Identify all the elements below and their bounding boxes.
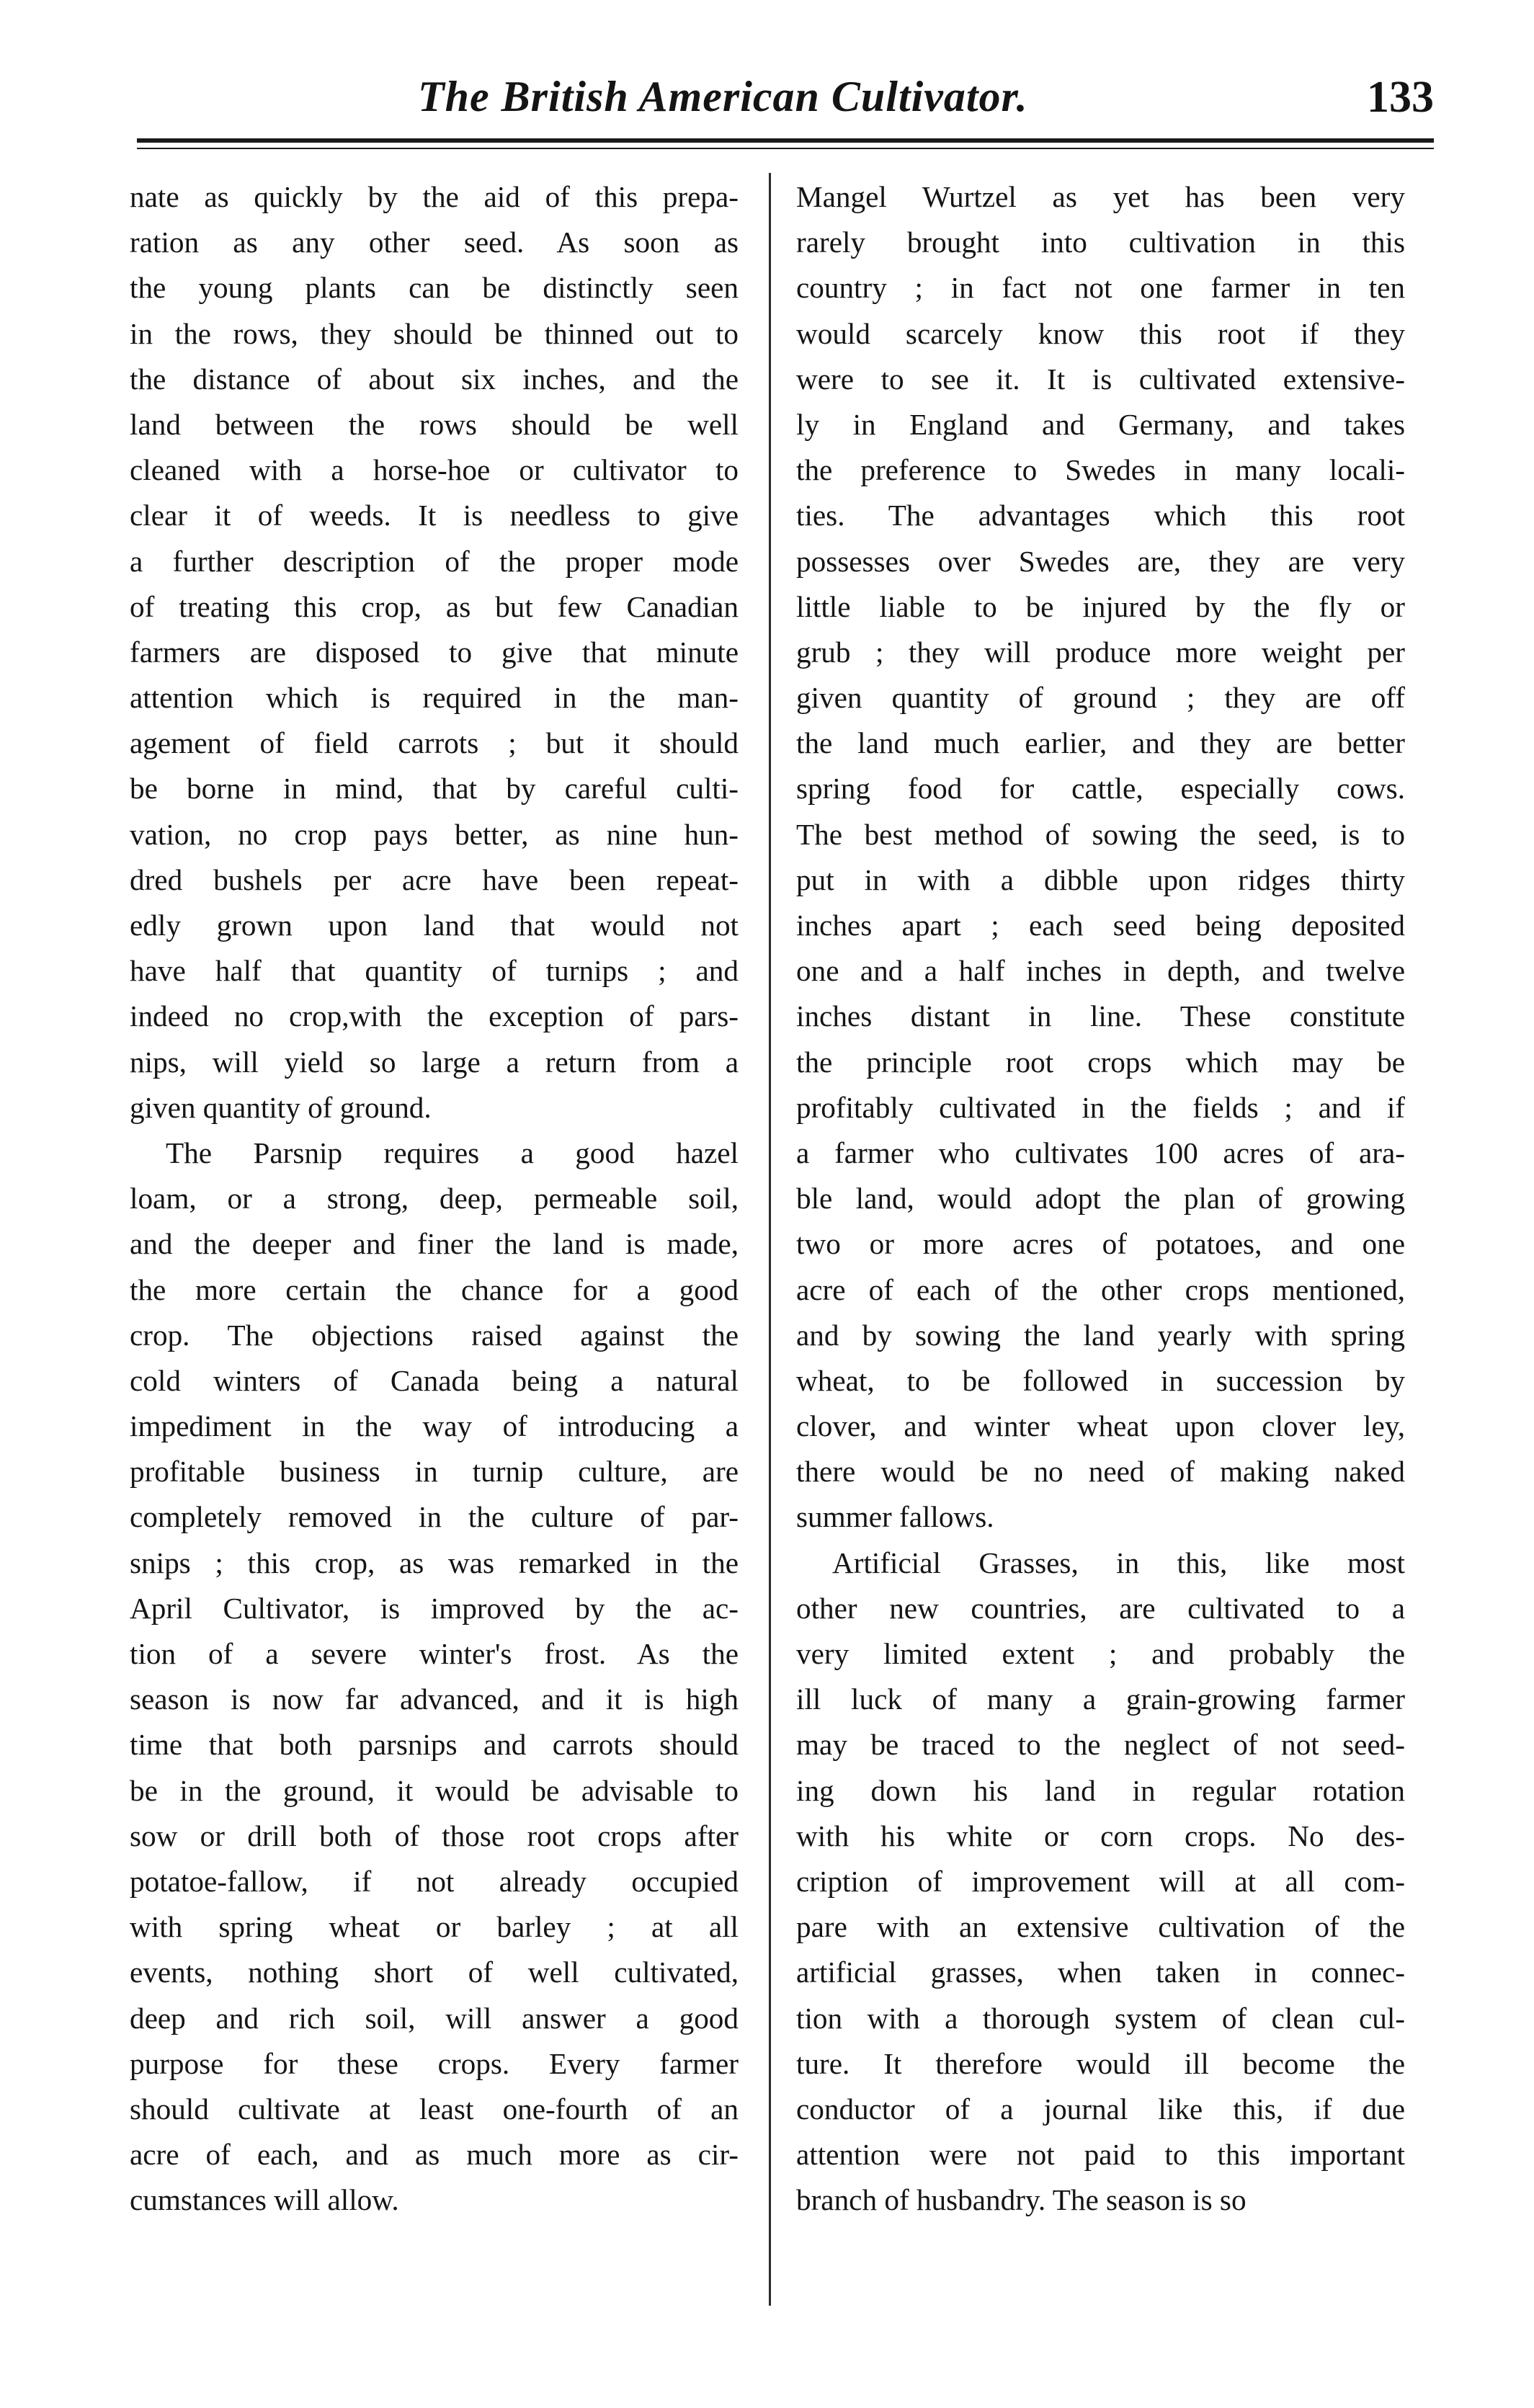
text-line: clover, and winter wheat upon clover ley, bbox=[796, 1409, 1405, 1443]
text-line: put in with a dibble upon ridges thirty bbox=[796, 862, 1405, 896]
text-line: of treating this crop, as but few Canadian bbox=[130, 589, 739, 623]
text-line: the young plants can be distinctly seen bbox=[130, 271, 739, 305]
text-line: crop. The objections raised against the bbox=[130, 1318, 739, 1352]
text-line: clear it of weeds. It is needless to give bbox=[130, 499, 739, 532]
paragraph bbox=[130, 174, 739, 1131]
text-line: Mangel Wurtzel as yet has been very bbox=[796, 180, 1405, 213]
left-column bbox=[130, 174, 739, 2223]
text-line: acre of each of the other crops mentioned, bbox=[796, 1272, 1405, 1306]
text-line: should cultivate at least one-fourth of an bbox=[130, 2092, 739, 2126]
header-rule-thin bbox=[137, 148, 1434, 149]
text-line: pare with an extensive cultivation of the bbox=[796, 1910, 1405, 1944]
text-line: profitable business in turnip culture, are bbox=[130, 1455, 739, 1489]
text-line: April Cultivator, is improved by the ac- bbox=[130, 1591, 739, 1625]
text-line: cription of improvement will at all com- bbox=[796, 1864, 1405, 1898]
text-line: deep and rich soil, will answer a good bbox=[130, 2001, 739, 2035]
running-title: The British American Cultivator. bbox=[418, 73, 1028, 120]
text-line: season is now far advanced, and it is high bbox=[130, 1682, 739, 1716]
text-line: summer fallows. bbox=[796, 1500, 994, 1534]
text-line: inches apart ; each seed being deposited bbox=[796, 909, 1405, 942]
paragraph bbox=[796, 174, 1405, 1540]
text-line: there would be no need of making naked bbox=[796, 1455, 1405, 1489]
text-line: and the deeper and finer the land is made, bbox=[130, 1227, 739, 1261]
text-line: would scarcely know this root if they bbox=[796, 316, 1405, 350]
text-line: country ; in fact not one farmer in ten bbox=[796, 271, 1405, 305]
text-line: time that both parsnips and carrots should bbox=[130, 1728, 739, 1762]
text-line: the distance of about six inches, and the bbox=[130, 362, 739, 396]
text-line: two or more acres of potatoes, and one bbox=[796, 1227, 1405, 1261]
text-line: completely removed in the culture of par- bbox=[130, 1500, 739, 1534]
text-line: be in the ground, it would be advisable to bbox=[130, 1773, 739, 1807]
text-line: be borne in mind, that by careful culti- bbox=[130, 772, 739, 806]
text-line: grub ; they will produce more weight per bbox=[796, 635, 1405, 669]
text-line: nips, will yield so large a return from a bbox=[130, 1045, 739, 1079]
text-line: cold winters of Canada being a natural bbox=[130, 1363, 739, 1397]
text-line: purpose for these crops. Every farmer bbox=[130, 2046, 739, 2080]
text-line: given quantity of ground. bbox=[130, 1090, 432, 1124]
text-line: ly in England and Germany, and takes bbox=[796, 407, 1405, 441]
text-line: acre of each, and as much more as cir- bbox=[130, 2138, 739, 2172]
header-rule-thick bbox=[137, 138, 1434, 143]
text-line: a farmer who cultivates 100 acres of ara- bbox=[796, 1136, 1405, 1169]
text-line: artificial grasses, when taken in connec- bbox=[796, 1956, 1405, 1989]
text-line: tion of a severe winter's frost. As the bbox=[130, 1637, 739, 1670]
text-line: the land much earlier, and they are better bbox=[796, 726, 1405, 760]
text-line: agement of field carrots ; but it should bbox=[130, 726, 739, 760]
text-line: one and a half inches in depth, and twelve bbox=[796, 954, 1405, 988]
text-line: wheat, to be followed in succession by bbox=[796, 1363, 1405, 1397]
text-line: ture. It therefore would ill become the bbox=[796, 2046, 1405, 2080]
text-line: the principle root crops which may be bbox=[796, 1045, 1405, 1079]
text-line: given quantity of ground ; they are off bbox=[796, 681, 1405, 715]
text-line: attention were not paid to this important bbox=[796, 2138, 1405, 2172]
text-line: Artificial Grasses, in this, like most bbox=[832, 1546, 1405, 1579]
text-line: the preference to Swedes in many locali- bbox=[796, 453, 1405, 487]
text-line: conductor of a journal like this, if due bbox=[796, 2092, 1405, 2126]
text-line: The Parsnip requires a good hazel bbox=[166, 1136, 739, 1169]
text-line: profitably cultivated in the fields ; and if bbox=[796, 1090, 1405, 1124]
text-line: were to see it. It is cultivated extensive- bbox=[796, 362, 1405, 396]
text-line: dred bushels per acre have been repeat- bbox=[130, 862, 739, 896]
paragraph bbox=[130, 1131, 739, 2224]
text-line: ration as any other seed. As soon as bbox=[130, 226, 739, 259]
text-line: events, nothing short of well cultivated, bbox=[130, 1956, 739, 1989]
text-line: a further description of the proper mode bbox=[130, 544, 739, 578]
text-line: cumstances will allow. bbox=[130, 2183, 399, 2217]
text-line: in the rows, they should be thinned out to bbox=[130, 316, 739, 350]
text-line: the more certain the chance for a good bbox=[130, 1272, 739, 1306]
text-line: nate as quickly by the aid of this prepa- bbox=[130, 180, 739, 213]
text-line: possesses over Swedes are, they are very bbox=[796, 544, 1405, 578]
text-line: rarely brought into cultivation in this bbox=[796, 226, 1405, 259]
text-line: may be traced to the neglect of not seed- bbox=[796, 1728, 1405, 1762]
page-number: 133 bbox=[1367, 73, 1434, 122]
text-line: with spring wheat or barley ; at all bbox=[130, 1910, 739, 1944]
text-line: ties. The advantages which this root bbox=[796, 499, 1405, 532]
text-line: spring food for cattle, especially cows. bbox=[796, 772, 1405, 806]
text-line: ing down his land in regular rotation bbox=[796, 1773, 1405, 1807]
text-line: very limited extent ; and probably the bbox=[796, 1637, 1405, 1670]
text-line: sow or drill both of those root crops after bbox=[130, 1819, 739, 1852]
text-line: inches distant in line. These constitute bbox=[796, 999, 1405, 1033]
page-header bbox=[115, 50, 1434, 137]
newspaper-page bbox=[115, 50, 1434, 2356]
text-line: loam, or a strong, deep, permeable soil, bbox=[130, 1182, 739, 1216]
text-line: attention which is required in the man- bbox=[130, 681, 739, 715]
text-line: branch of husbandry. The season is so bbox=[796, 2183, 1247, 2217]
text-line: farmers are disposed to give that minute bbox=[130, 635, 739, 669]
text-line: edly grown upon land that would not bbox=[130, 909, 739, 942]
text-line: vation, no crop pays better, as nine hun- bbox=[130, 817, 739, 851]
text-line: The best method of sowing the seed, is to bbox=[796, 817, 1405, 851]
text-line: potatoe-fallow, if not already occupied bbox=[130, 1864, 739, 1898]
text-line: indeed no crop,with the exception of pars- bbox=[130, 999, 739, 1033]
right-column bbox=[796, 174, 1405, 2223]
text-line: other new countries, are cultivated to a bbox=[796, 1591, 1405, 1625]
text-line: tion with a thorough system of clean cul- bbox=[796, 2001, 1405, 2035]
text-line: land between the rows should be well bbox=[130, 407, 739, 441]
text-line: ill luck of many a grain-growing farmer bbox=[796, 1682, 1405, 1716]
text-line: and by sowing the land yearly with spring bbox=[796, 1318, 1405, 1352]
text-line: with his white or corn crops. No des- bbox=[796, 1819, 1405, 1852]
text-line: ble land, would adopt the plan of growing bbox=[796, 1182, 1405, 1216]
text-line: little liable to be injured by the fly or bbox=[796, 589, 1405, 623]
text-line: impediment in the way of introducing a bbox=[130, 1409, 739, 1443]
text-line: snips ; this crop, as was remarked in the bbox=[130, 1546, 739, 1579]
text-line: cleaned with a horse-hoe or cultivator to bbox=[130, 453, 739, 487]
column-divider bbox=[769, 173, 771, 2306]
text-line: have half that quantity of turnips ; and bbox=[130, 954, 739, 988]
paragraph bbox=[796, 1540, 1405, 2224]
